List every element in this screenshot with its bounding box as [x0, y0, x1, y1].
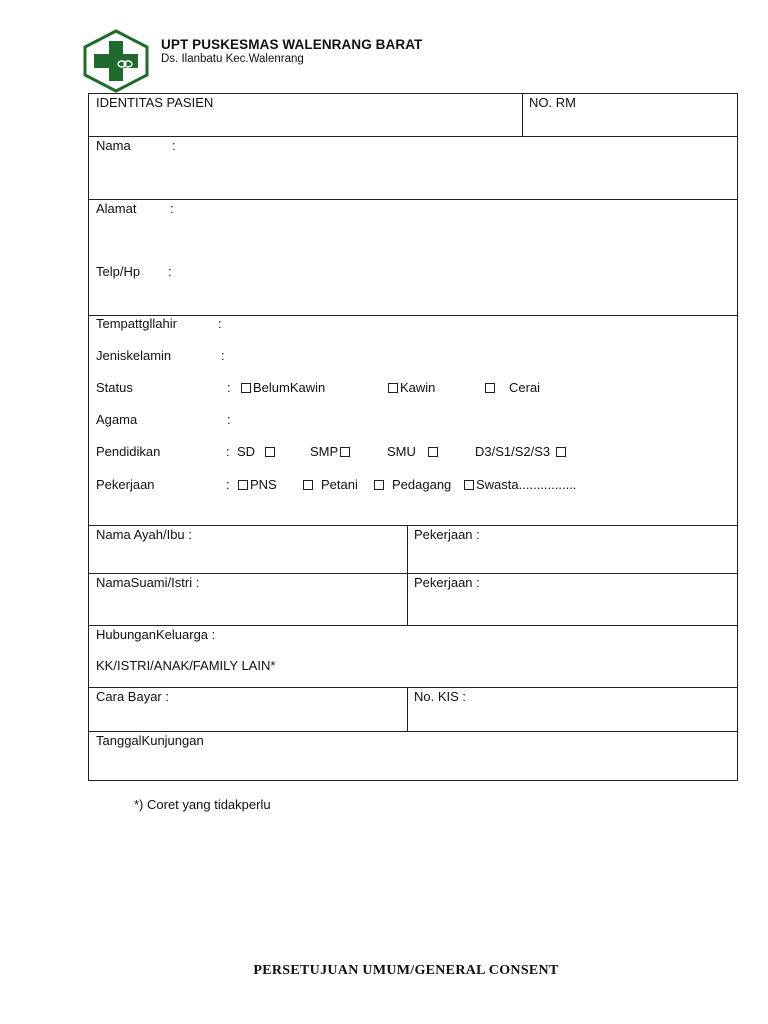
suami-istri-pekerjaan-label: Pekerjaan :: [414, 575, 480, 590]
telp-label: Telp/Hp: [96, 264, 141, 279]
tanggal-row: [89, 731, 737, 780]
consent-title: PERSETUJUAN UMUM/GENERAL CONSENT: [253, 963, 559, 978]
nama-row: [89, 136, 737, 199]
checkbox[interactable]: [556, 447, 566, 457]
pekerjaan-label: Pekerjaan: [96, 477, 155, 492]
cara-bayar-label: Cara Bayar :: [96, 689, 169, 704]
status-option-belumkawin[interactable]: BelumKawin: [239, 380, 325, 395]
checkbox[interactable]: [485, 383, 495, 393]
ayah-ibu-pekerjaan-label: Pekerjaan :: [414, 527, 480, 542]
checkbox[interactable]: [374, 480, 384, 490]
pendidikan-option-smp[interactable]: SMP: [310, 444, 352, 459]
alamat-colon: :: [170, 201, 174, 216]
checkbox[interactable]: [388, 383, 398, 393]
pekerjaan-colon: :: [226, 477, 230, 492]
checkbox[interactable]: [303, 480, 313, 490]
tempat-colon: :: [218, 316, 222, 331]
jenis-colon: :: [221, 348, 225, 363]
agama-colon: :: [227, 412, 231, 427]
pendidikan-option-d3[interactable]: D3/S1/S2/S3: [475, 444, 568, 459]
pekerjaan-option-pns[interactable]: PNS: [236, 477, 277, 492]
cara-bayar-row: [89, 687, 737, 731]
ayah-ibu-row: [89, 525, 737, 573]
status-option-cerai[interactable]: Cerai: [483, 380, 540, 395]
hubungan-label: HubunganKeluarga :: [96, 627, 216, 642]
ayah-ibu-label: Nama Ayah/Ibu :: [96, 527, 192, 542]
alamat-row: [89, 199, 737, 315]
tanggal-label: TanggalKunjungan: [96, 733, 204, 748]
pendidikan-option-smu[interactable]: SMU: [387, 444, 440, 459]
pekerjaan-option-swasta[interactable]: Swasta................: [462, 477, 576, 492]
status-colon: :: [227, 380, 231, 395]
checkbox[interactable]: [340, 447, 350, 457]
agama-label: Agama: [96, 412, 138, 427]
hubungan-options: KK/ISTRI/ANAK/FAMILY LAIN*: [96, 658, 276, 673]
kis-label: No. KIS :: [414, 689, 467, 704]
alamat-label: Alamat: [96, 201, 137, 216]
telp-colon: :: [168, 264, 172, 279]
puskesmas-logo-icon: [82, 29, 150, 93]
pekerjaan-option-petani[interactable]: Petani: [301, 477, 358, 492]
suami-istri-label: NamaSuami/Istri :: [96, 575, 200, 590]
footnote: *) Coret yang tidakperlu: [134, 797, 271, 812]
pendidikan-option-sd[interactable]: SD: [237, 444, 277, 459]
checkbox[interactable]: [238, 480, 248, 490]
org-name: UPT PUSKESMAS WALENRANG BARAT: [161, 37, 423, 52]
checkbox[interactable]: [428, 447, 438, 457]
jenis-label: Jeniskelamin: [96, 348, 172, 363]
status-option-kawin[interactable]: Kawin: [386, 380, 435, 395]
detail-block: [89, 315, 737, 525]
checkbox[interactable]: [241, 383, 251, 393]
pekerjaan-option-pedagang[interactable]: Pedagang: [372, 477, 451, 492]
tempat-label: Tempattgllahir: [96, 316, 177, 331]
pendidikan-label: Pendidikan: [96, 444, 161, 459]
checkbox[interactable]: [464, 480, 474, 490]
checkbox[interactable]: [265, 447, 275, 457]
identity-header-row: [89, 94, 737, 136]
suami-istri-row: [89, 573, 737, 625]
nama-label: Nama: [96, 138, 131, 153]
org-address: Ds. Ilanbatu Kec.Walenrang: [161, 53, 304, 65]
patient-identity-form: [88, 93, 738, 781]
identity-label: IDENTITAS PASIEN: [96, 95, 214, 110]
rm-label: NO. RM: [529, 95, 576, 110]
pendidikan-colon: :: [226, 444, 230, 459]
hubungan-row: [89, 625, 737, 687]
nama-colon: :: [172, 138, 176, 153]
status-label: Status: [96, 380, 133, 395]
